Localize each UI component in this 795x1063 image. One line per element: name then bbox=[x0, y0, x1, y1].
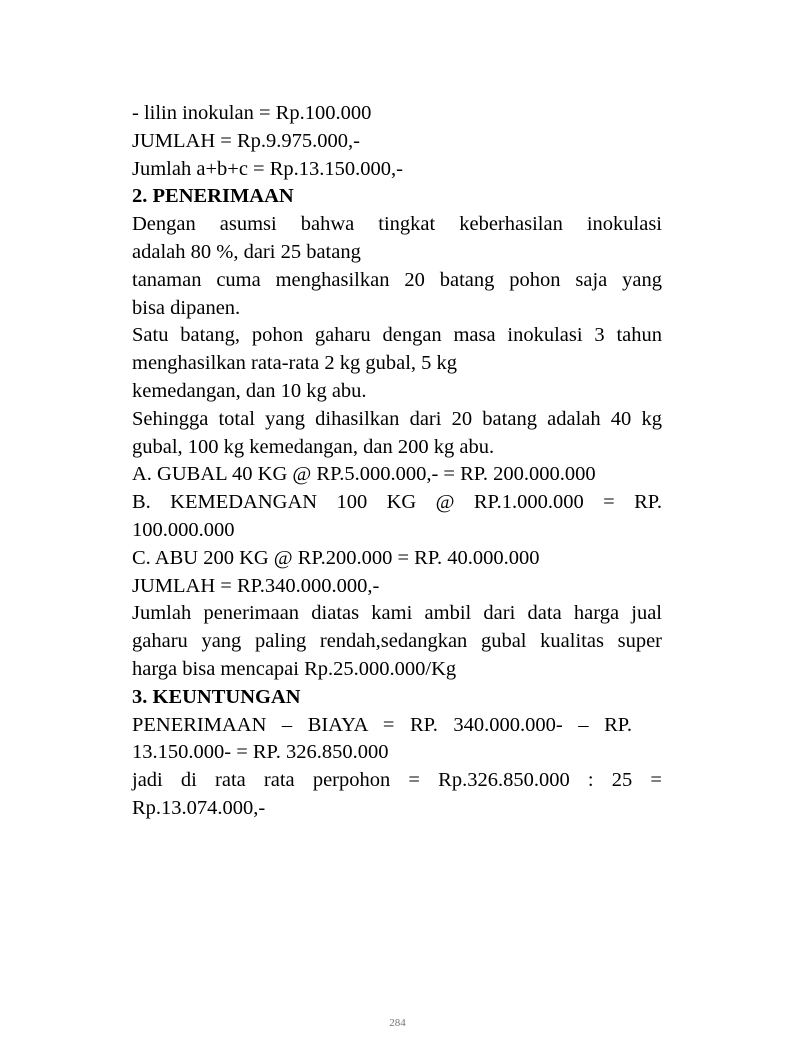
profit-per-tree-value: Rp.13.074.000,- bbox=[132, 796, 266, 819]
page-number: 284 bbox=[389, 1017, 406, 1029]
section-heading-penerimaan: 2. PENERIMAAN bbox=[132, 185, 294, 208]
text-line: Sehingga total yang dihasilkan dari 20 batang adalah 40 kg bbox=[132, 407, 662, 430]
text-line: Jumlah a+b+c = Rp.13.150.000,- bbox=[132, 157, 403, 180]
text-line: kemedangan, dan 10 kg abu. bbox=[132, 379, 367, 402]
income-item-gubal: A. GUBAL 40 KG @ RP.5.000.000,- = RP. 200.000.000 bbox=[132, 463, 596, 486]
income-item-kemedangan: B. KEMEDANGAN 100 KG @ RP.1.000.000 = RP. bbox=[132, 491, 662, 514]
text-line: JUMLAH = Rp.9.975.000,- bbox=[132, 129, 360, 152]
text-line: bisa dipanen. bbox=[132, 296, 241, 319]
text-line: Jumlah penerimaan diatas kami ambil dari data harga jual bbox=[132, 602, 662, 625]
text-line: menghasilkan rata-rata 2 kg gubal, 5 kg bbox=[132, 352, 458, 375]
profit-calculation: PENERIMAAN – BIAYA = RP. 340.000.000- – RP. bbox=[132, 713, 632, 736]
text-line: Satu batang, pohon gaharu dengan masa inokulasi 3 tahun bbox=[132, 324, 662, 347]
income-total: JUMLAH = RP.340.000.000,- bbox=[132, 574, 380, 597]
text-line: adalah 80 %, dari 25 batang bbox=[132, 240, 361, 263]
profit-calculation-result: 13.150.000- = RP. 326.850.000 bbox=[132, 741, 389, 764]
section-heading-keuntungan: 3. KEUNTUNGAN bbox=[132, 685, 301, 708]
profit-per-tree: jadi di rata rata perpohon = Rp.326.850.000 : 25 = bbox=[132, 769, 662, 792]
text-line: tanaman cuma menghasilkan 20 batang pohon saja yang bbox=[132, 268, 662, 291]
text-line: Dengan asumsi bahwa tingkat keberhasilan inokulasi bbox=[132, 213, 662, 236]
page-body bbox=[132, 100, 662, 823]
income-item-kemedangan-value: 100.000.000 bbox=[132, 518, 235, 541]
text-line: harga bisa mencapai Rp.25.000.000/Kg bbox=[132, 657, 457, 680]
text-line: gaharu yang paling rendah,sedangkan gubal kualitas super bbox=[132, 630, 662, 653]
text-line: - lilin inokulan = Rp.100.000 bbox=[132, 102, 372, 124]
income-item-abu: C. ABU 200 KG @ RP.200.000 = RP. 40.000.000 bbox=[132, 546, 540, 569]
text-line: gubal, 100 kg kemedangan, dan 200 kg abu. bbox=[132, 435, 495, 458]
